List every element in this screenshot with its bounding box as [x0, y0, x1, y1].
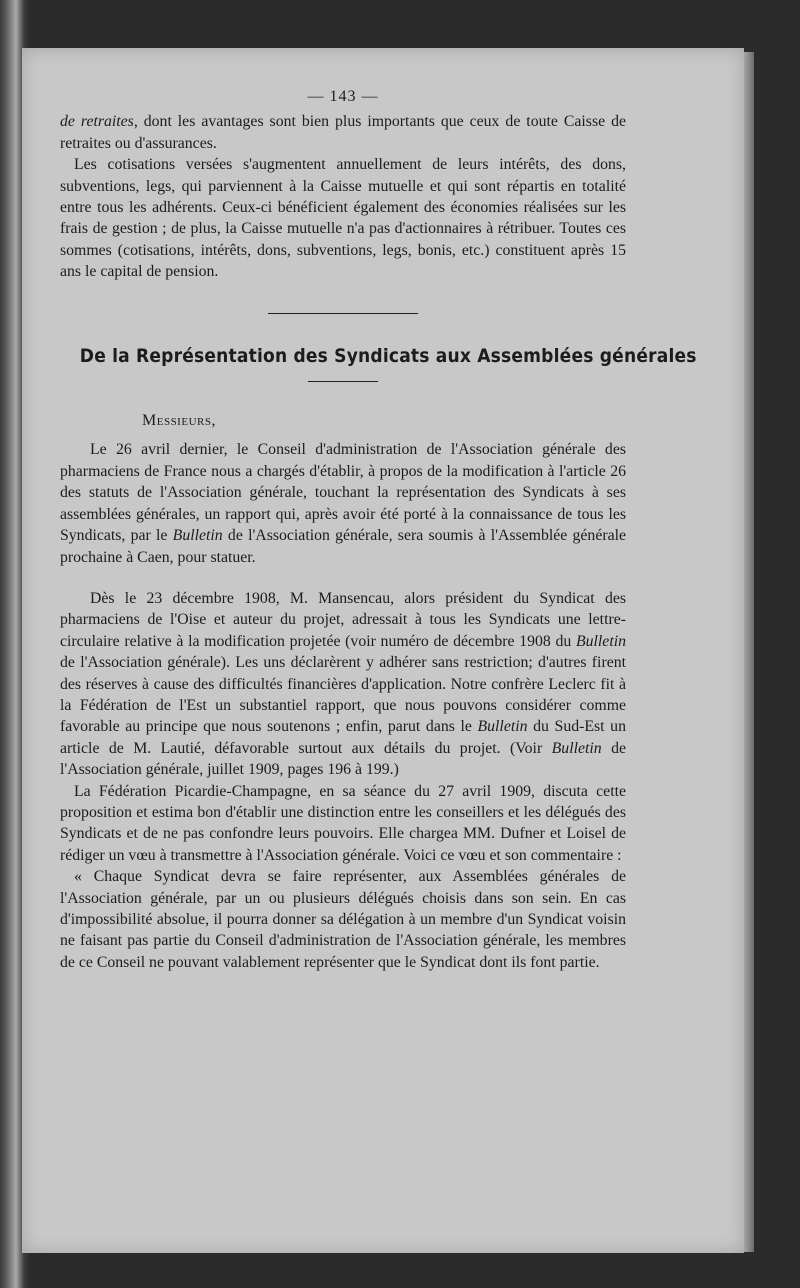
paragraph-4-italic-f: Bulletin: [551, 739, 602, 757]
paragraph-6-quote: « Chaque Syndicat devra se faire représenter, aux Assemblées générales de l'Association générale, par un ou plusieurs délégués choisis dans son sein. En cas d'impossibilité absolue, il pourra donner sa délégation à un membre d'un Syndicat voisin ne faisant pas partie du Conseil d'administration de l'Association générale, les membres de ce Conseil ne pouvant valablement représenter que le Syndicat dont ils font partie.: [60, 868, 626, 971]
section-heading: De la Représentation des Syndicats aux Assemblées générales: [79, 345, 697, 367]
paragraph-4-text-e: du Sud-Est un article de M. Lautié, défavorable surtout aux détails du projet. (Voir: [60, 718, 626, 757]
paragraph-4-italic-b: Bulletin: [575, 632, 626, 650]
paragraph-1: [60, 111, 626, 154]
page-content: [60, 86, 697, 973]
paragraph-3-text-a: Le 26 avril dernier, le Conseil d'administration de l'Association générale des pharmaciens de France nous a chargés d'établir, à propos de la modification à l'article 26 des statuts de l'Association générale, touchant la représentation des Syndicats à ses assemblées générales, un rapport qui, après avoir été porté à la connaissance de tous les Syndicats, par le: [60, 441, 626, 545]
paragraph-1-italic: de retraites: [60, 113, 134, 131]
paragraph-4-text-g: de l'Association générale, juillet 1909, pages 196 à 199.): [60, 739, 626, 779]
section-divider-top: [268, 313, 418, 314]
paragraph-3-italic: Bulletin: [172, 527, 223, 545]
paragraph-5: La Fédération Picardie-Champagne, en sa séance du 27 avril 1909, discuta cette proposition et estima bon d'établir une distinction entre les conseillers et les délégués des Syndicats et de ne pas confondre leurs pouvoirs. Elle chargea MM. Dufner et Loisel de rédiger un vœu à transmettre à l'Association générale. Voici ce vœu et son commentaire :: [60, 782, 626, 864]
paragraph-2: Les cotisations versées s'augmentent annuellement de leurs intérêts, des dons, subventions, legs, qui parviennent à la Caisse mutuelle et qui sont répartis en totalité entre tous les adhérents. Ceux-ci bénéficient également des économies réalisées sur les frais de gestion ; de plus, la Caisse mutuelle n'a pas d'actionnaires à rétribuer. Toutes ces sommes (cotisations, intérêts, dons, subventions, legs, bonis, etc.) constituent après 15 ans le capital de pension.: [60, 156, 626, 281]
paragraph-4-text-c: de l'Association générale). Les uns déclarèrent y adhérer sans restriction; d'autres firent des réserves à cause des difficultés financières d'application. Notre confrère Leclerc fit à la Fédération de l'Est un substantiel rapport, que nous pouvons considérer comme favorable au principe que nous soutenons ; enfin, parut dans le: [60, 654, 626, 736]
section-divider-bottom: [308, 381, 378, 382]
paragraph-1-text: , dont les avantages sont bien plus importants que ceux de toute Caisse de retraites ou d'assurances.: [60, 113, 626, 152]
paragraph-4: [60, 588, 626, 781]
paragraph-4-italic-d: Bulletin: [477, 718, 528, 736]
page-number: — 143 —: [307, 88, 379, 105]
paragraph-3: [60, 439, 626, 567]
salutation: Messieurs,: [142, 412, 216, 430]
paragraph-3-text-c: de l'Association générale, sera soumis à l'Assemblée générale prochaine à Caen, pour statuer.: [60, 527, 626, 566]
paragraph-4-text-a: Dès le 23 décembre 1908, M. Mansencau, alors président du Syndicat des pharmaciens de l'Oise et auteur du projet, adressait à tous les Syndicats une lettre-circulaire relative à la modification projetée (voir numéro de décembre 1908 du: [60, 589, 626, 650]
